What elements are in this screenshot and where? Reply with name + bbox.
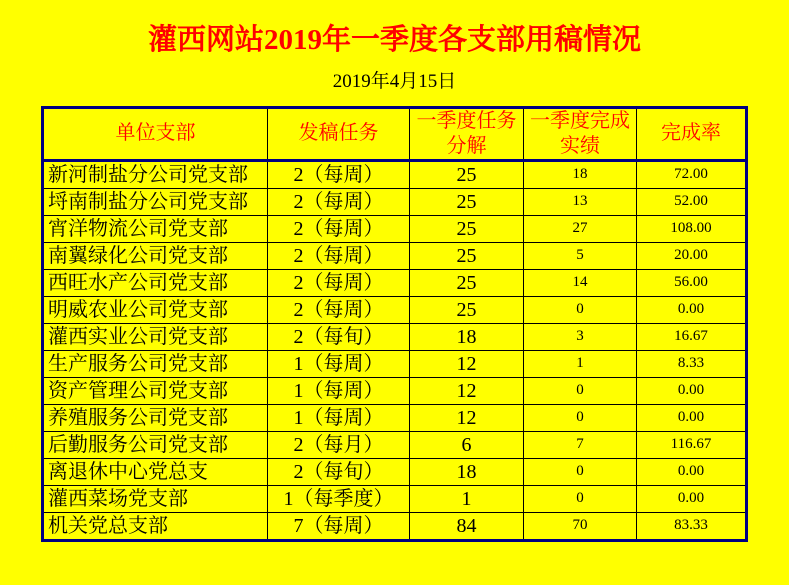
cell-q1-actual: 7: [524, 431, 637, 458]
cell-completion-rate: 52.00: [637, 188, 747, 215]
cell-completion-rate: 0.00: [637, 485, 747, 512]
cell-completion-rate: 72.00: [637, 160, 747, 188]
cell-q1-task-breakdown: 25: [410, 215, 524, 242]
cell-dispatch-task: 2（每旬）: [268, 323, 410, 350]
cell-q1-task-breakdown: 18: [410, 458, 524, 485]
cell-dispatch-task: 2（每月）: [268, 431, 410, 458]
cell-q1-task-breakdown: 12: [410, 404, 524, 431]
cell-dispatch-task: 2（每周）: [268, 269, 410, 296]
header-row: [43, 107, 747, 160]
table-row: [43, 512, 747, 540]
cell-q1-actual: 0: [524, 296, 637, 323]
table-row: [43, 269, 747, 296]
cell-q1-task-breakdown: 12: [410, 350, 524, 377]
cell-q1-task-breakdown: 84: [410, 512, 524, 540]
col-header-q1-actual: 一季度完成实绩: [524, 107, 637, 160]
cell-dispatch-task: 2（每周）: [268, 296, 410, 323]
cell-q1-task-breakdown: 25: [410, 296, 524, 323]
cell-unit-branch: 后勤服务公司党支部: [43, 431, 268, 458]
cell-unit-branch: 埒南制盐分公司党支部: [43, 188, 268, 215]
cell-dispatch-task: 2（每旬）: [268, 458, 410, 485]
cell-completion-rate: 20.00: [637, 242, 747, 269]
cell-unit-branch: 明威农业公司党支部: [43, 296, 268, 323]
cell-dispatch-task: 2（每周）: [268, 215, 410, 242]
cell-q1-task-breakdown: 25: [410, 188, 524, 215]
cell-q1-task-breakdown: 6: [410, 431, 524, 458]
cell-completion-rate: 56.00: [637, 269, 747, 296]
cell-q1-actual: 27: [524, 215, 637, 242]
cell-q1-actual: 70: [524, 512, 637, 540]
table-row: [43, 404, 747, 431]
cell-q1-actual: 14: [524, 269, 637, 296]
cell-unit-branch: 宵洋物流公司党支部: [43, 215, 268, 242]
cell-completion-rate: 108.00: [637, 215, 747, 242]
cell-unit-branch: 西旺水产公司党支部: [43, 269, 268, 296]
table-row: [43, 431, 747, 458]
cell-q1-task-breakdown: 1: [410, 485, 524, 512]
page-title: 灌西网站2019年一季度各支部用稿情况: [147, 24, 641, 56]
table-row: [43, 296, 747, 323]
cell-unit-branch: 灌西菜场党支部: [43, 485, 268, 512]
cell-q1-actual: 0: [524, 377, 637, 404]
cell-unit-branch: 南翼绿化公司党支部: [43, 242, 268, 269]
cell-unit-branch: 灌西实业公司党支部: [43, 323, 268, 350]
cell-q1-actual: 3: [524, 323, 637, 350]
page-date: 2019年4月15日: [332, 70, 457, 92]
cell-completion-rate: 116.67: [637, 431, 747, 458]
cell-dispatch-task: 7（每周）: [268, 512, 410, 540]
table-row: [43, 215, 747, 242]
cell-completion-rate: 16.67: [637, 323, 747, 350]
cell-unit-branch: 资产管理公司党支部: [43, 377, 268, 404]
cell-unit-branch: 离退休中心党总支: [43, 458, 268, 485]
cell-dispatch-task: 2（每周）: [268, 160, 410, 188]
cell-q1-actual: 0: [524, 485, 637, 512]
col-header-q1-task-breakdown: 一季度任务分解: [410, 107, 524, 160]
report-table: [41, 106, 748, 542]
cell-unit-branch: 机关党总支部: [43, 512, 268, 540]
cell-q1-task-breakdown: 25: [410, 160, 524, 188]
cell-completion-rate: 0.00: [637, 458, 747, 485]
cell-completion-rate: 0.00: [637, 296, 747, 323]
cell-dispatch-task: 2（每周）: [268, 242, 410, 269]
table-row: [43, 160, 747, 188]
cell-dispatch-task: 1（每周）: [268, 377, 410, 404]
cell-q1-task-breakdown: 25: [410, 269, 524, 296]
cell-q1-actual: 1: [524, 350, 637, 377]
cell-q1-task-breakdown: 18: [410, 323, 524, 350]
table-row: [43, 485, 747, 512]
table-row: [43, 242, 747, 269]
col-header-completion-rate: 完成率: [637, 107, 747, 160]
cell-completion-rate: 8.33: [637, 350, 747, 377]
cell-q1-task-breakdown: 25: [410, 242, 524, 269]
col-header-unit-branch: 单位支部: [43, 107, 268, 160]
cell-q1-actual: 0: [524, 458, 637, 485]
cell-q1-actual: 18: [524, 160, 637, 188]
table-row: [43, 377, 747, 404]
table-row: [43, 188, 747, 215]
cell-dispatch-task: 1（每周）: [268, 404, 410, 431]
cell-q1-actual: 0: [524, 404, 637, 431]
cell-dispatch-task: 1（每周）: [268, 350, 410, 377]
cell-q1-actual: 5: [524, 242, 637, 269]
cell-completion-rate: 0.00: [637, 404, 747, 431]
cell-dispatch-task: 1（每季度）: [268, 485, 410, 512]
cell-q1-task-breakdown: 12: [410, 377, 524, 404]
cell-completion-rate: 0.00: [637, 377, 747, 404]
cell-unit-branch: 养殖服务公司党支部: [43, 404, 268, 431]
table-row: [43, 323, 747, 350]
table-row: [43, 350, 747, 377]
cell-completion-rate: 83.33: [637, 512, 747, 540]
cell-q1-actual: 13: [524, 188, 637, 215]
cell-dispatch-task: 2（每周）: [268, 188, 410, 215]
col-header-dispatch-task: 发稿任务: [268, 107, 410, 160]
cell-unit-branch: 生产服务公司党支部: [43, 350, 268, 377]
cell-unit-branch: 新河制盐分公司党支部: [43, 160, 268, 188]
table-row: [43, 458, 747, 485]
